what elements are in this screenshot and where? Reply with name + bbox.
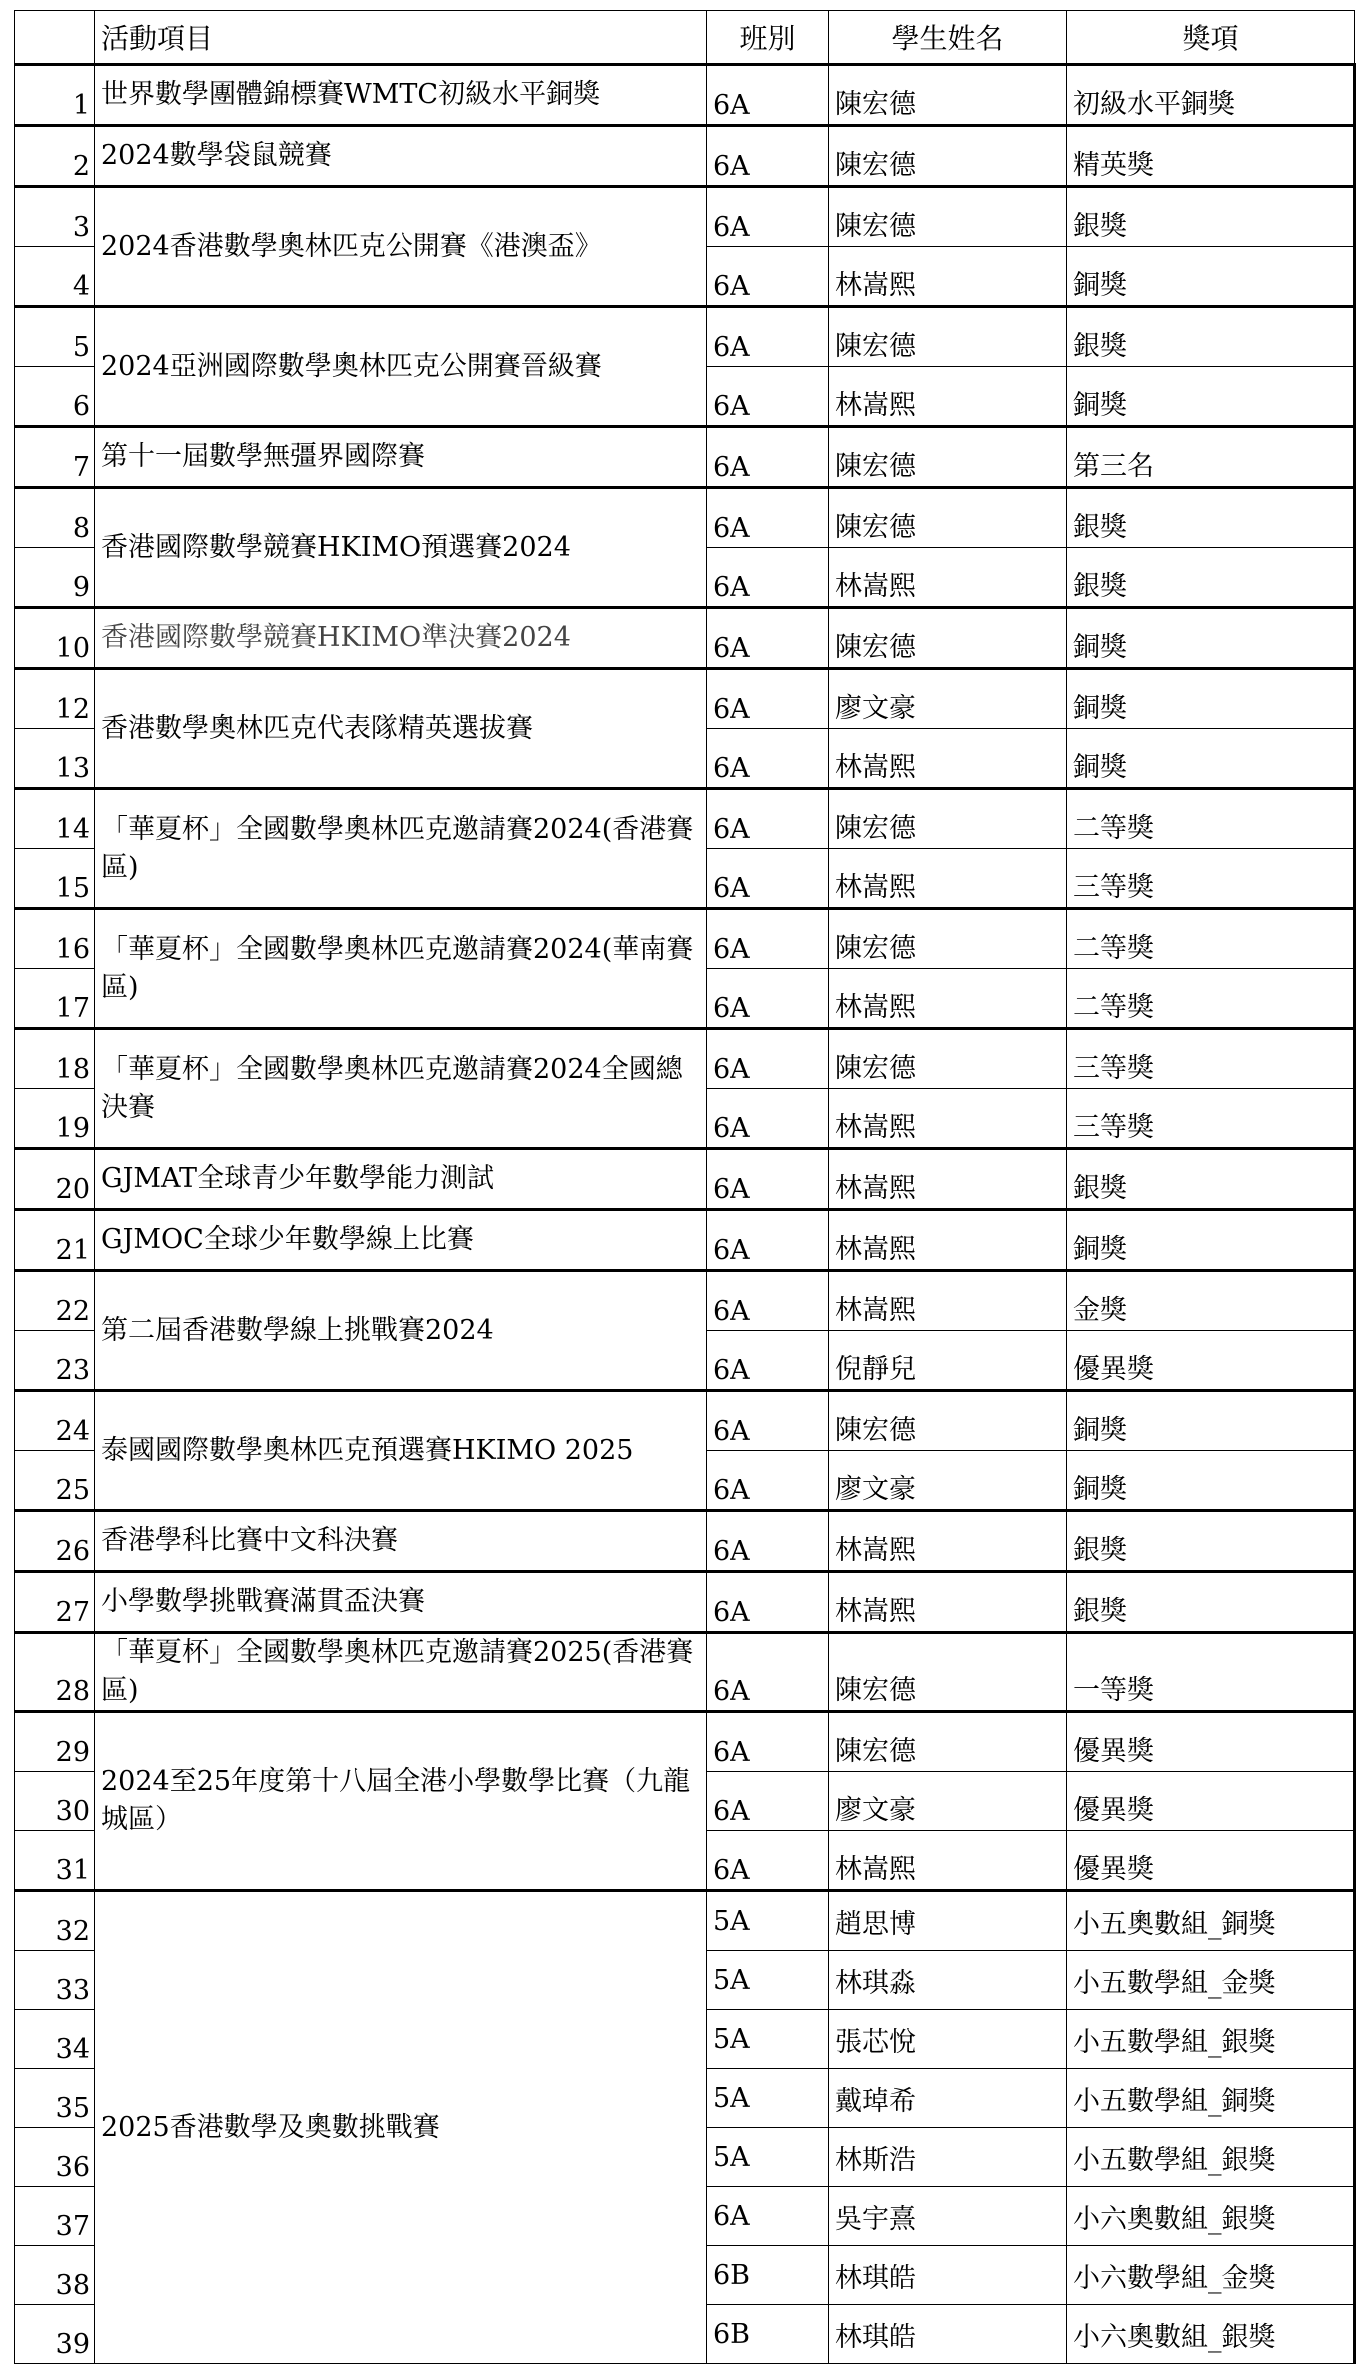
- activity-cell: 2024數學袋鼠競賽: [95, 126, 707, 187]
- table-row: [15, 909, 1355, 969]
- award-cell: 銀獎: [1067, 307, 1355, 367]
- student-cell: 廖文豪: [829, 1451, 1067, 1511]
- award-cell: 銀獎: [1067, 548, 1355, 608]
- row-number: 17: [15, 969, 95, 1029]
- table-row: [15, 1271, 1355, 1331]
- award-cell: 第三名: [1067, 427, 1355, 488]
- header-student: 學生姓名: [829, 11, 1067, 65]
- class-cell: 6A: [707, 367, 829, 427]
- student-cell: 林嵩熙: [829, 1831, 1067, 1891]
- class-cell: 6A: [707, 247, 829, 307]
- class-cell: 5A: [707, 1891, 829, 1951]
- header-class: 班別: [707, 11, 829, 65]
- class-cell: 6A: [707, 1633, 829, 1712]
- award-cell: 二等獎: [1067, 909, 1355, 969]
- table-row: [15, 669, 1355, 729]
- student-cell: 陳宏德: [829, 1712, 1067, 1772]
- class-cell: 5A: [707, 1951, 829, 2010]
- awards-table: [14, 10, 1356, 2364]
- row-number: 3: [15, 187, 95, 247]
- row-number: 28: [15, 1633, 95, 1712]
- class-cell: 6A: [707, 849, 829, 909]
- table-row: [15, 1712, 1355, 1772]
- award-cell: 銅獎: [1067, 247, 1355, 307]
- award-cell: 三等獎: [1067, 1089, 1355, 1149]
- student-cell: 廖文豪: [829, 669, 1067, 729]
- activity-cell: 泰國國際數學奧林匹克預選賽HKIMO 2025: [95, 1391, 707, 1511]
- student-cell: 林嵩熙: [829, 247, 1067, 307]
- student-cell: 林嵩熙: [829, 548, 1067, 608]
- student-cell: 林嵩熙: [829, 1210, 1067, 1271]
- activity-cell: 香港數學奧林匹克代表隊精英選拔賽: [95, 669, 707, 789]
- student-cell: 廖文豪: [829, 1772, 1067, 1831]
- student-cell: 陳宏德: [829, 1633, 1067, 1712]
- student-cell: 張芯悅: [829, 2010, 1067, 2069]
- header-row: [15, 11, 1355, 65]
- student-cell: 林嵩熙: [829, 729, 1067, 789]
- award-cell: 小五數學組_銀獎: [1067, 2010, 1355, 2069]
- student-cell: 陳宏德: [829, 126, 1067, 187]
- award-cell: 銅獎: [1067, 669, 1355, 729]
- award-cell: 小五奧數組_銅獎: [1067, 1891, 1355, 1951]
- row-number: 12: [15, 669, 95, 729]
- student-cell: 陳宏德: [829, 909, 1067, 969]
- row-number: 2: [15, 126, 95, 187]
- award-cell: 銅獎: [1067, 729, 1355, 789]
- class-cell: 6A: [707, 1772, 829, 1831]
- student-cell: 林琪皓: [829, 2305, 1067, 2364]
- class-cell: 6A: [707, 1451, 829, 1511]
- class-cell: 6A: [707, 789, 829, 849]
- student-cell: 趙思博: [829, 1891, 1067, 1951]
- student-cell: 林嵩熙: [829, 367, 1067, 427]
- activity-cell: 2024香港數學奧林匹克公開賽《港澳盃》: [95, 187, 707, 307]
- student-cell: 倪靜兒: [829, 1331, 1067, 1391]
- award-cell: 銀獎: [1067, 187, 1355, 247]
- row-number: 35: [15, 2069, 95, 2128]
- class-cell: 6A: [707, 548, 829, 608]
- row-number: 20: [15, 1149, 95, 1210]
- class-cell: 6A: [707, 1572, 829, 1633]
- class-cell: 6B: [707, 2305, 829, 2364]
- header-index: [15, 11, 95, 65]
- class-cell: 6A: [707, 488, 829, 548]
- award-cell: 優異獎: [1067, 1712, 1355, 1772]
- row-number: 33: [15, 1951, 95, 2010]
- award-cell: 銀獎: [1067, 1511, 1355, 1572]
- row-number: 37: [15, 2187, 95, 2246]
- row-number: 10: [15, 608, 95, 669]
- table-row: [15, 608, 1355, 669]
- activity-cell: GJMOC全球少年數學線上比賽: [95, 1210, 707, 1271]
- header-award: 獎項: [1067, 11, 1355, 65]
- row-number: 30: [15, 1772, 95, 1831]
- award-cell: 小五數學組_金獎: [1067, 1951, 1355, 2010]
- row-number: 21: [15, 1210, 95, 1271]
- table-row: [15, 427, 1355, 488]
- class-cell: 6A: [707, 126, 829, 187]
- activity-cell: 第十一屆數學無彊界國際賽: [95, 427, 707, 488]
- row-number: 36: [15, 2128, 95, 2187]
- class-cell: 6B: [707, 2246, 829, 2305]
- row-number: 38: [15, 2246, 95, 2305]
- row-number: 31: [15, 1831, 95, 1891]
- student-cell: 陳宏德: [829, 1029, 1067, 1089]
- table-row: [15, 65, 1355, 126]
- row-number: 9: [15, 548, 95, 608]
- activity-cell: 小學數學挑戰賽滿貫盃決賽: [95, 1572, 707, 1633]
- activity-cell: 香港國際數學競賽HKIMO準決賽2024: [95, 608, 707, 669]
- row-number: 7: [15, 427, 95, 488]
- class-cell: 6A: [707, 1149, 829, 1210]
- award-cell: 三等獎: [1067, 1029, 1355, 1089]
- student-cell: 吳宇熹: [829, 2187, 1067, 2246]
- class-cell: 5A: [707, 2069, 829, 2128]
- student-cell: 陳宏德: [829, 1391, 1067, 1451]
- student-cell: 陳宏德: [829, 187, 1067, 247]
- class-cell: 5A: [707, 2128, 829, 2187]
- class-cell: 6A: [707, 909, 829, 969]
- table-row: [15, 1891, 1355, 1951]
- table-row: [15, 1210, 1355, 1271]
- student-cell: 林嵩熙: [829, 1089, 1067, 1149]
- class-cell: 6A: [707, 1331, 829, 1391]
- class-cell: 5A: [707, 2010, 829, 2069]
- activity-cell: 香港學科比賽中文科決賽: [95, 1511, 707, 1572]
- activity-cell: 「華夏杯」全國數學奧林匹克邀請賽2024(華南賽區): [95, 909, 707, 1029]
- row-number: 29: [15, 1712, 95, 1772]
- award-cell: 銅獎: [1067, 1210, 1355, 1271]
- award-cell: 小五數學組_銅獎: [1067, 2069, 1355, 2128]
- class-cell: 6A: [707, 65, 829, 126]
- table-row: [15, 307, 1355, 367]
- award-cell: 小六數學組_金獎: [1067, 2246, 1355, 2305]
- student-cell: 林斯浩: [829, 2128, 1067, 2187]
- activity-cell: 2025香港數學及奧數挑戰賽: [95, 1891, 707, 2364]
- student-cell: 陳宏德: [829, 65, 1067, 126]
- row-number: 27: [15, 1572, 95, 1633]
- student-cell: 林嵩熙: [829, 1271, 1067, 1331]
- row-number: 16: [15, 909, 95, 969]
- student-cell: 林嵩熙: [829, 1149, 1067, 1210]
- award-cell: 優異獎: [1067, 1772, 1355, 1831]
- award-cell: 銀獎: [1067, 488, 1355, 548]
- activity-cell: 香港國際數學競賽HKIMO預選賽2024: [95, 488, 707, 608]
- row-number: 24: [15, 1391, 95, 1451]
- class-cell: 6A: [707, 1511, 829, 1572]
- class-cell: 6A: [707, 1271, 829, 1331]
- header-activity: 活動項目: [95, 11, 707, 65]
- table-row: [15, 1149, 1355, 1210]
- class-cell: 6A: [707, 2187, 829, 2246]
- award-cell: 二等獎: [1067, 789, 1355, 849]
- award-cell: 小六奧數組_銀獎: [1067, 2187, 1355, 2246]
- student-cell: 林嵩熙: [829, 1572, 1067, 1633]
- student-cell: 陳宏德: [829, 608, 1067, 669]
- award-cell: 銀獎: [1067, 1572, 1355, 1633]
- award-cell: 優異獎: [1067, 1331, 1355, 1391]
- award-cell: 二等獎: [1067, 969, 1355, 1029]
- class-cell: 6A: [707, 1029, 829, 1089]
- row-number: 23: [15, 1331, 95, 1391]
- table-row: [15, 1572, 1355, 1633]
- award-cell: 一等獎: [1067, 1633, 1355, 1712]
- table-row: [15, 1633, 1355, 1712]
- award-cell: 精英獎: [1067, 126, 1355, 187]
- activity-cell: GJMAT全球青少年數學能力測試: [95, 1149, 707, 1210]
- class-cell: 6A: [707, 969, 829, 1029]
- row-number: 25: [15, 1451, 95, 1511]
- class-cell: 6A: [707, 1712, 829, 1772]
- class-cell: 6A: [707, 729, 829, 789]
- row-number: 34: [15, 2010, 95, 2069]
- student-cell: 林琪皓: [829, 2246, 1067, 2305]
- row-number: 4: [15, 247, 95, 307]
- award-cell: 銀獎: [1067, 1149, 1355, 1210]
- table-row: [15, 187, 1355, 247]
- class-cell: 6A: [707, 608, 829, 669]
- student-cell: 林嵩熙: [829, 849, 1067, 909]
- award-cell: 銅獎: [1067, 1451, 1355, 1511]
- class-cell: 6A: [707, 1210, 829, 1271]
- row-number: 13: [15, 729, 95, 789]
- row-number: 18: [15, 1029, 95, 1089]
- row-number: 14: [15, 789, 95, 849]
- activity-cell: 「華夏杯」全國數學奧林匹克邀請賽2025(香港賽區): [95, 1633, 707, 1712]
- activity-cell: 2024至25年度第十八屆全港小學數學比賽（九龍城區）: [95, 1712, 707, 1891]
- student-cell: 陳宏德: [829, 427, 1067, 488]
- row-number: 8: [15, 488, 95, 548]
- student-cell: 林琪淼: [829, 1951, 1067, 2010]
- table-row: [15, 488, 1355, 548]
- student-cell: 陳宏德: [829, 307, 1067, 367]
- class-cell: 6A: [707, 1391, 829, 1451]
- table-row: [15, 1391, 1355, 1451]
- class-cell: 6A: [707, 669, 829, 729]
- student-cell: 陳宏德: [829, 789, 1067, 849]
- row-number: 26: [15, 1511, 95, 1572]
- table-body: [15, 65, 1355, 2364]
- class-cell: 6A: [707, 427, 829, 488]
- award-cell: 三等獎: [1067, 849, 1355, 909]
- awards-document: [14, 10, 1354, 2364]
- row-number: 15: [15, 849, 95, 909]
- class-cell: 6A: [707, 1089, 829, 1149]
- award-cell: 金獎: [1067, 1271, 1355, 1331]
- award-cell: 初級水平銅獎: [1067, 65, 1355, 126]
- award-cell: 優異獎: [1067, 1831, 1355, 1891]
- table-row: [15, 1029, 1355, 1089]
- activity-cell: 2024亞洲國際數學奧林匹克公開賽晉級賽: [95, 307, 707, 427]
- row-number: 22: [15, 1271, 95, 1331]
- row-number: 19: [15, 1089, 95, 1149]
- row-number: 6: [15, 367, 95, 427]
- activity-cell: 「華夏杯」全國數學奧林匹克邀請賽2024(香港賽區): [95, 789, 707, 909]
- class-cell: 6A: [707, 307, 829, 367]
- activity-cell: 「華夏杯」全國數學奧林匹克邀請賽2024全國總決賽: [95, 1029, 707, 1149]
- student-cell: 戴琸希: [829, 2069, 1067, 2128]
- table-row: [15, 789, 1355, 849]
- student-cell: 林嵩熙: [829, 1511, 1067, 1572]
- award-cell: 銅獎: [1067, 1391, 1355, 1451]
- row-number: 32: [15, 1891, 95, 1951]
- activity-cell: 第二屆香港數學線上挑戰賽2024: [95, 1271, 707, 1391]
- activity-cell: 世界數學團體錦標賽WMTC初級水平銅獎: [95, 65, 707, 126]
- class-cell: 6A: [707, 1831, 829, 1891]
- student-cell: 林嵩熙: [829, 969, 1067, 1029]
- award-cell: 小五數學組_銀獎: [1067, 2128, 1355, 2187]
- class-cell: 6A: [707, 187, 829, 247]
- award-cell: 銅獎: [1067, 608, 1355, 669]
- row-number: 1: [15, 65, 95, 126]
- award-cell: 小六奧數組_銀獎: [1067, 2305, 1355, 2364]
- row-number: 39: [15, 2305, 95, 2364]
- table-row: [15, 126, 1355, 187]
- award-cell: 銅獎: [1067, 367, 1355, 427]
- row-number: 5: [15, 307, 95, 367]
- table-row: [15, 1511, 1355, 1572]
- student-cell: 陳宏德: [829, 488, 1067, 548]
